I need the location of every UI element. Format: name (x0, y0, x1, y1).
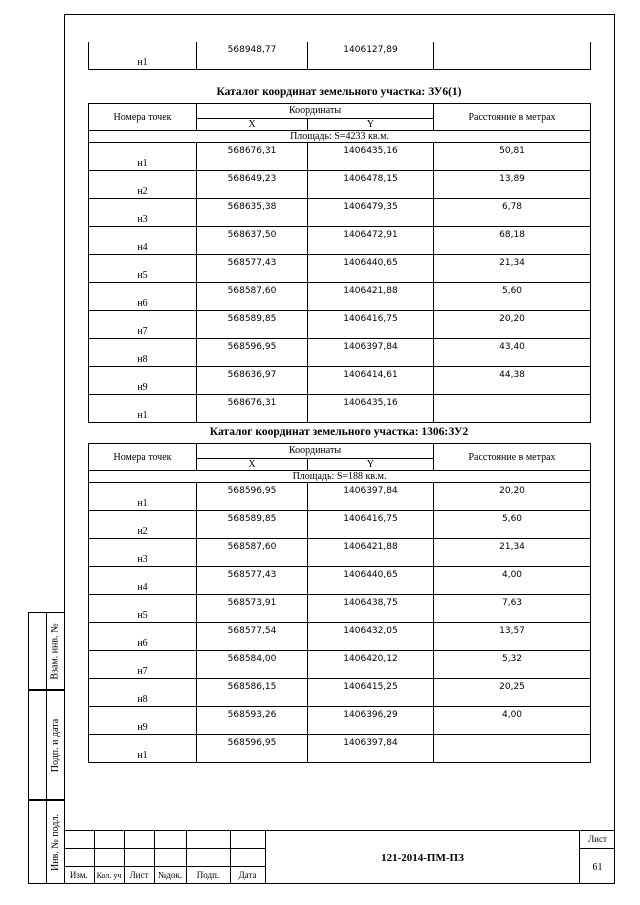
dist-cell: 4,00 (501, 710, 523, 720)
x-cell: 568636,97 (227, 370, 277, 380)
header-x: X (197, 458, 308, 470)
header-y: Y (308, 118, 434, 130)
side-cell-podp-blank (28, 690, 46, 800)
point-cell: н1 (137, 410, 148, 421)
header-points: Номера точек (89, 104, 197, 131)
x-cell: 568589,85 (227, 314, 277, 324)
y-cell: 1406479,35 (343, 202, 398, 212)
header-row (89, 444, 591, 459)
stamp-podp: Подп. (186, 867, 230, 884)
stamp-data: Дата (230, 867, 265, 884)
point-cell: н4 (137, 242, 148, 253)
x-cell: 568676,31 (227, 398, 277, 408)
table-row (89, 311, 591, 339)
side-cell-inv (46, 800, 64, 884)
header-dist: Расстояние в метрах (434, 104, 591, 131)
dist-cell: 4,00 (501, 570, 523, 580)
dist-cell (434, 42, 590, 45)
point-cell: н2 (137, 186, 148, 197)
stamp-kol: Кол. уч (94, 867, 124, 884)
x-cell: 568596,95 (227, 486, 277, 496)
dist-cell: 20,20 (499, 486, 525, 496)
dist-cell: 5,60 (501, 514, 523, 524)
area-cell: Площадь: S=4233 кв.м. (89, 131, 591, 143)
table-row (89, 339, 591, 367)
area-row (89, 131, 591, 143)
stamp-left-grid (64, 830, 266, 883)
y-cell: 1406414,61 (343, 370, 398, 380)
area-cell: Площадь: S=188 кв.м. (89, 471, 591, 483)
table-row (89, 283, 591, 311)
table-row (89, 171, 591, 199)
side-label-podp: Подп. и дата (50, 718, 61, 772)
dist-cell: 21,34 (499, 542, 525, 552)
point-cell: н1 (137, 498, 148, 509)
dist-cell: 7,63 (501, 598, 523, 608)
table-row (89, 735, 591, 763)
point-cell: н1 (137, 158, 148, 169)
sheet-box (579, 830, 615, 884)
point-cell: н8 (137, 694, 148, 705)
side-cell-podp (46, 690, 64, 800)
header-y: Y (308, 458, 434, 470)
y-cell: 1406416,75 (343, 314, 398, 324)
dist-cell: 13,89 (499, 174, 525, 184)
x-cell: 568577,54 (227, 626, 277, 636)
point-cell: н1 (137, 750, 148, 761)
y-cell: 1406397,84 (343, 486, 398, 496)
dist-cell: 21,34 (499, 258, 525, 268)
point-cell: н4 (137, 582, 148, 593)
header-points: Номера точек (89, 444, 197, 471)
point-cell: н6 (137, 638, 148, 649)
x-cell: 568586,15 (227, 682, 277, 692)
point-cell: н8 (137, 354, 148, 365)
header-x: X (197, 118, 308, 130)
x-cell: 568596,95 (227, 342, 277, 352)
table-row (89, 567, 591, 595)
table-row (89, 367, 591, 395)
y-cell: 1406438,75 (343, 598, 398, 608)
table-row (89, 143, 591, 171)
catalog2-title: Каталог координат земельного участка: 1306:ЗУ2 (209, 426, 469, 438)
x-cell: 568637,50 (227, 230, 277, 240)
x-cell: 568649,23 (227, 174, 277, 184)
point-cell: н6 (137, 298, 148, 309)
dist-cell: 20,25 (499, 682, 525, 692)
catalog1-table (88, 103, 591, 423)
y-cell: 1406432,05 (343, 626, 398, 636)
title-block (64, 830, 615, 884)
stamp-ndok: №док. (154, 867, 186, 884)
point-cell: н3 (137, 214, 148, 225)
table-row (89, 511, 591, 539)
y-cell: 1406420,12 (343, 654, 398, 664)
dist-cell: 50,81 (499, 146, 525, 156)
y-cell: 1406421,88 (343, 542, 398, 552)
sheet-number: 61 (592, 861, 603, 873)
table-row (89, 707, 591, 735)
x-cell: 568587,60 (227, 542, 277, 552)
table-row (89, 255, 591, 283)
y-cell: 1406435,16 (343, 398, 398, 408)
table-row (89, 483, 591, 511)
dist-cell: 5,32 (501, 654, 523, 664)
stamp-izm: Изм. (64, 867, 94, 884)
top-continuation-table (88, 42, 591, 70)
side-cell-inv-blank (28, 800, 46, 884)
point-cell: н9 (137, 722, 148, 733)
table-row (89, 227, 591, 255)
dist-cell: 6,78 (501, 202, 523, 212)
y-cell: 1406478,15 (343, 174, 398, 184)
x-cell: 568635,38 (227, 202, 277, 212)
x-cell: 568584,00 (227, 654, 277, 664)
x-cell: 568577,43 (227, 570, 277, 580)
point-cell: н9 (137, 382, 148, 393)
side-cell-vzam-blank (28, 612, 46, 690)
header-coords: Координаты (197, 104, 434, 119)
point-cell: н2 (137, 526, 148, 537)
dist-cell (434, 735, 590, 738)
dist-cell: 68,18 (499, 230, 525, 240)
catalog1-title: Каталог координат земельного участка: ЗУ6(1) (216, 86, 462, 98)
header-row (89, 104, 591, 119)
y-cell: 1406440,65 (343, 258, 398, 268)
table-row (89, 595, 591, 623)
x-cell: 568589,85 (227, 514, 277, 524)
x-cell: 568596,95 (227, 738, 277, 748)
x-cell: 568587,60 (227, 286, 277, 296)
y-cell: 1406472,91 (343, 230, 398, 240)
y-cell: 1406440,65 (343, 570, 398, 580)
x-cell: 568593,26 (227, 710, 277, 720)
table-row (89, 42, 591, 70)
y-cell: 1406397,84 (343, 738, 398, 748)
stamp-list: Лист (124, 867, 154, 884)
area-row (89, 471, 591, 483)
x-cell: 568676,31 (227, 146, 277, 156)
document-code: 121-2014-ПМ-ПЗ (265, 830, 579, 884)
x-cell: 568573,91 (227, 598, 277, 608)
table-row (89, 679, 591, 707)
point-cell: н7 (137, 666, 148, 677)
dist-cell: 20,20 (499, 314, 525, 324)
dist-cell: 5,60 (501, 286, 523, 296)
header-coords: Координаты (197, 444, 434, 459)
y-cell: 1406415,25 (343, 682, 398, 692)
point-cell: н7 (137, 326, 148, 337)
catalog2-rows (89, 483, 591, 763)
table-row (89, 651, 591, 679)
table-row (89, 199, 591, 227)
point-cell: н5 (137, 610, 148, 621)
table-row (89, 623, 591, 651)
dist-cell (434, 395, 590, 398)
dist-cell: 43,40 (499, 342, 525, 352)
y-cell: 1406435,16 (343, 146, 398, 156)
point-cell: н3 (137, 554, 148, 565)
sheet-label: Лист (580, 831, 615, 849)
dist-cell: 13,57 (499, 626, 525, 636)
catalog1-rows (89, 143, 591, 423)
table-row (89, 395, 591, 423)
catalog2-table (88, 443, 591, 763)
x-cell: 568577,43 (227, 258, 277, 268)
table-row (89, 539, 591, 567)
side-label-inv: Инв. № подл. (50, 813, 62, 871)
point-cell: н1 (137, 57, 148, 68)
y-cell: 1406397,84 (343, 342, 398, 352)
x-cell: 568948,77 (227, 45, 277, 55)
side-cell-vzam (46, 612, 64, 690)
point-cell: н5 (137, 270, 148, 281)
y-cell: 1406421,88 (343, 286, 398, 296)
y-cell: 1406396,29 (343, 710, 398, 720)
y-cell: 1406127,89 (343, 45, 398, 55)
side-label-vzam: Взам. инв. № (50, 622, 62, 680)
y-cell: 1406416,75 (343, 514, 398, 524)
dist-cell: 44,38 (499, 370, 525, 380)
header-dist: Расстояние в метрах (434, 444, 591, 471)
